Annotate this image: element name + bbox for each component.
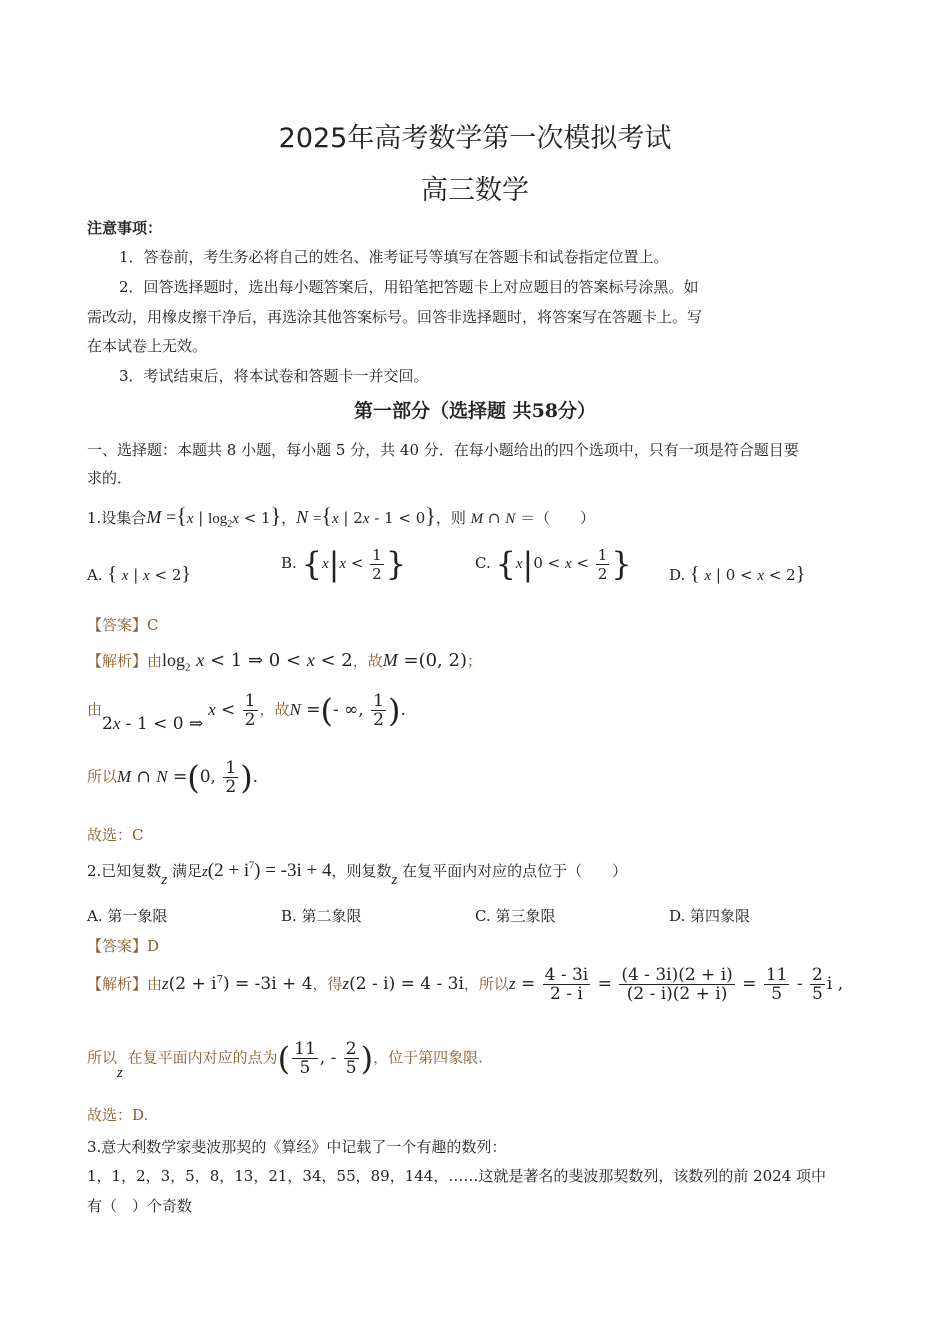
notice-item-2-line2: 需改动，用橡皮擦干净后，再选涂其他答案标号。回答非选择题时，将答案写在答题卡上。写 [87,308,703,326]
q2-stem: 2.已知复数z 满足$z(2 + i^7) = -3i + 4$，则复数z 在复平面内对应的点位于（ ） [87,860,628,888]
notice-item-2-line1: 2．回答选择题时，选出每小题答案后，用铅笔把答题卡上对应题目的答案标号涂黑。如 [119,278,699,296]
q1-choose: 故选：C [87,826,144,844]
exam-title: 2025年高考数学第一次模拟考试 [278,123,672,154]
exam-subtitle: 高三数学 [421,175,529,206]
part1-intro-line1: 一、选择题：本题共 8 小题，每小题 5 分，共 40 分．在每小题给出的四个选项中，只有一项是符合题目要 [87,441,799,459]
q3-stem-line3: 有（ ）个奇数 [87,1197,193,1215]
q1-analysis-line3: 所以M ∩ N =(0, $\frac{1}{2}$ ). [87,757,259,797]
q2-choose: 故选：D. [87,1106,149,1124]
q2-answer: 【答案】D [87,937,160,955]
q1-option-a: A. { x | x < 2} [87,563,191,585]
notice-heading: 注意事项： [87,219,163,237]
notice-item-3: 3．考试结束后，将本试卷和答题卡一并交回。 [119,367,429,385]
q2-analysis-line1: 【解析】由$z(2 + i^7) = -3i + 4$，得z(2 - i) = 4 - 3i，所以z = $\frac{4 - 3i}{2 - i}$ = $\frac{(4 - 3i)(2 + i)}{(2 - i)(2 + i)}$ = $\frac{11}{5}$ - $\frac{2}{5}$ i , [87,965,844,1004]
q1-analysis-line1: 【解析】由$\log_2 x < 1$ ⇒ 0 < x < 2，故M =(0, 2)； [87,650,482,674]
section-heading: 第一部分（选择题 共58分） [353,400,597,422]
part1-intro-line2: 求的． [87,469,133,487]
q2-option-c: C. 第三象限 [475,907,556,925]
q3-stem-line2: 1，1，2，3，5，8，13，21，34，55，89，144，……这就是著名的斐波那契数列，该数列的前 2024 项中 [87,1167,827,1185]
q2-option-a: A. 第一象限 [87,907,168,925]
q2-analysis-line2: 所以z 在复平面内对应的点为( $\frac{11}{5}$ , - $\frac{2}{5}$ )，位于第四象限. [87,1038,483,1081]
q1-option-c: C. {x|0 < x < $\frac{1}{2}$ } [475,545,632,583]
notice-item-1: 1．答卷前，考生务必将自己的姓名、准考证号等填写在答题卡和试卷指定位置上。 [119,248,669,266]
q2-option-b: B. 第二象限 [281,907,362,925]
q2-option-d: D. 第四象限 [669,907,751,925]
q3-stem-line1: 3.意大利数学家斐波那契的《算经》中记载了一个有趣的数列： [87,1138,507,1156]
notice-item-2-line3: 在本试卷上无效。 [87,337,208,355]
q1-stem: 1.设集合M ={x | $\log_2x < 1$}，N ={x | 2x - 1 < 0}，则 M ∩ N ＝（ ） [87,503,596,530]
q1-option-b: B. {x|x < $\frac{1}{2}$ } [281,545,407,583]
q1-option-d: D. { x | 0 < x < 2} [669,563,806,585]
q1-analysis-line2: 由2x - 1 < 0 ⇒ x < $\frac{1}{2}$ ，故N =(- ∞, $\frac{1}{2}$ ). [87,690,406,734]
q1-answer: 【答案】C [87,616,159,634]
